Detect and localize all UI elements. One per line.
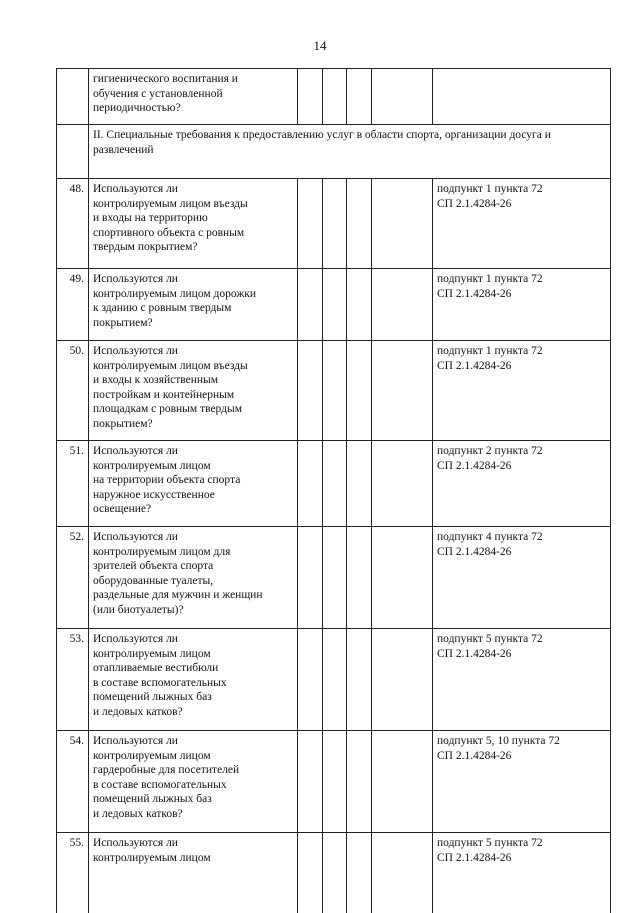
answer-cell (347, 269, 372, 341)
cell-text-line: Используются ли (93, 735, 178, 747)
question-cell (89, 269, 298, 341)
answer-cell (347, 731, 372, 833)
cell-text-line: подпункт 2 пункта 72 (437, 445, 543, 457)
table-row (57, 125, 611, 179)
cell-text-line: Используются ли (93, 273, 178, 285)
answer-cell (323, 441, 347, 527)
cell-text-line: покрытием? (93, 316, 153, 329)
cell-text-line: гигиенического воспитания и (93, 73, 238, 85)
answer-cell (372, 833, 433, 913)
cell-text-line: СП 2.1.4284-26 (437, 459, 512, 472)
cell-text-line: отапливаемые вестибюли (93, 662, 219, 675)
question-cell (89, 731, 298, 833)
cell-text-line: зрителей объекта спорта (93, 560, 214, 573)
cell-text-line: освещение? (93, 503, 152, 516)
reference-cell (433, 731, 611, 833)
cell-text-line: Используются ли (93, 183, 178, 195)
answer-cell (372, 441, 433, 527)
cell-text-line: обучения с установленной (93, 87, 223, 100)
cell-text-line: СП 2.1.4284-26 (437, 287, 512, 300)
reference-cell (433, 629, 611, 731)
cell-text-line: постройкам и контейнерным (93, 388, 235, 401)
cell-text-line: СП 2.1.4284-26 (437, 197, 512, 210)
cell-text-line: твердым покрытием? (93, 241, 198, 254)
table-row (57, 441, 611, 527)
reference-cell (433, 69, 611, 125)
answer-cell (372, 731, 433, 833)
reference-cell (433, 269, 611, 341)
answer-cell (372, 179, 433, 269)
answer-cell (298, 341, 323, 441)
cell-text-line: контролируемым лицом въезды (93, 197, 248, 210)
reference-cell (433, 341, 611, 441)
answer-cell (323, 179, 347, 269)
section-number-cell (57, 125, 89, 179)
cell-text-line: контролируемым лицом въезды (93, 359, 248, 372)
answer-cell (347, 629, 372, 731)
cell-text-line: СП 2.1.4284-26 (437, 647, 512, 660)
table-row (57, 527, 611, 629)
cell-text-line: периодичностью? (93, 102, 181, 115)
answer-cell (298, 527, 323, 629)
cell-text-line: покрытием? (93, 417, 153, 430)
reference-cell (433, 833, 611, 913)
cell-text-line: СП 2.1.4284-26 (437, 545, 512, 558)
cell-text-line: гардеробные для посетителей (93, 764, 240, 777)
answer-cell (372, 341, 433, 441)
row-number: 52. (57, 527, 89, 629)
cell-text-line: подпункт 1 пункта 72 (437, 183, 543, 195)
question-cell (89, 341, 298, 441)
cell-text-line: подпункт 4 пункта 72 (437, 531, 543, 543)
cell-text-line: контролируемым лицом (93, 459, 211, 472)
answer-cell (347, 69, 372, 125)
reference-cell (433, 527, 611, 629)
question-cell (89, 69, 298, 125)
cell-text-line: подпункт 1 пункта 72 (437, 273, 543, 285)
cell-text-line: (или биотуалеты)? (93, 603, 184, 616)
cell-text-line: на территории объекта спорта (93, 474, 241, 487)
reference-cell (433, 179, 611, 269)
section-title: II. Специальные требования к предоставлению услуг в области спорта, организации досуга и развлечений (89, 125, 611, 179)
cell-text-line: подпункт 5 пункта 72 (437, 633, 543, 645)
cell-text-line: Используются ли (93, 531, 178, 543)
table-row (57, 833, 611, 913)
row-number (57, 69, 89, 125)
answer-cell (323, 69, 347, 125)
answer-cell (298, 179, 323, 269)
answer-cell (298, 441, 323, 527)
question-cell (89, 179, 298, 269)
answer-cell (323, 527, 347, 629)
cell-text-line: контролируемым лицом (93, 749, 211, 762)
cell-text-line: площадкам с ровным твердым (93, 403, 243, 416)
question-cell (89, 629, 298, 731)
cell-text-line: контролируемым лицом (93, 647, 211, 660)
answer-cell (347, 833, 372, 913)
cell-text-line: подпункт 5 пункта 72 (437, 837, 543, 849)
answer-cell (347, 179, 372, 269)
cell-text-line: оборудованные туалеты, (93, 574, 214, 587)
cell-text-line: помещений лыжных баз (93, 691, 212, 704)
cell-text-line: Используются ли (93, 633, 178, 645)
question-cell (89, 527, 298, 629)
checklist-table (56, 68, 611, 913)
cell-text-line: СП 2.1.4284-26 (437, 749, 512, 762)
answer-cell (323, 269, 347, 341)
cell-text-line: и ледовых катков? (93, 705, 183, 718)
reference-cell (433, 441, 611, 527)
page-number: 14 (313, 38, 327, 53)
answer-cell (372, 629, 433, 731)
answer-cell (323, 629, 347, 731)
cell-text-line: в составе вспомогательных (93, 778, 227, 791)
answer-cell (372, 527, 433, 629)
table-row (57, 731, 611, 833)
cell-text-line: наружное искусственное (93, 488, 215, 501)
cell-text-line: СП 2.1.4284-26 (437, 851, 512, 864)
cell-text-line: спортивного объекта с ровным (93, 226, 245, 239)
cell-text-line: в составе вспомогательных (93, 676, 227, 689)
row-number: 54. (57, 731, 89, 833)
cell-text-line: Используются ли (93, 345, 178, 357)
answer-cell (298, 269, 323, 341)
cell-text-line: раздельные для мужчин и женщин (93, 589, 263, 602)
row-number: 48. (57, 179, 89, 269)
answer-cell (347, 341, 372, 441)
cell-text-line: Используются ли (93, 445, 178, 457)
table-row (57, 179, 611, 269)
table-body (57, 69, 611, 913)
cell-text-line: и входы на территорию (93, 212, 208, 225)
answer-cell (298, 69, 323, 125)
table-row (57, 341, 611, 441)
cell-text-line: контролируемым лицом (93, 851, 211, 864)
answer-cell (372, 269, 433, 341)
cell-text-line: контролируемым лицом для (93, 545, 231, 558)
row-number: 50. (57, 341, 89, 441)
cell-text-line: Используются ли (93, 837, 178, 849)
cell-text-line: контролируемым лицом дорожки (93, 287, 257, 300)
row-number: 55. (57, 833, 89, 913)
row-number: 51. (57, 441, 89, 527)
cell-text-line: и входы к хозяйственным (93, 374, 219, 387)
answer-cell (323, 731, 347, 833)
answer-cell (347, 527, 372, 629)
question-cell (89, 833, 298, 913)
cell-text-line: подпункт 5, 10 пункта 72 (437, 735, 560, 747)
cell-text-line: к зданию с ровным твердым (93, 302, 232, 315)
answer-cell (298, 833, 323, 913)
cell-text-line: помещений лыжных баз (93, 793, 212, 806)
row-number: 49. (57, 269, 89, 341)
table-row (57, 69, 611, 125)
cell-text-line: и ледовых катков? (93, 807, 183, 820)
cell-text-line: СП 2.1.4284-26 (437, 359, 512, 372)
answer-cell (323, 341, 347, 441)
table-row (57, 629, 611, 731)
answer-cell (298, 731, 323, 833)
row-number: 53. (57, 629, 89, 731)
answer-cell (347, 441, 372, 527)
question-cell (89, 441, 298, 527)
cell-text-line: подпункт 1 пункта 72 (437, 345, 543, 357)
answer-cell (298, 629, 323, 731)
answer-cell (323, 833, 347, 913)
table-row (57, 269, 611, 341)
answer-cell (372, 69, 433, 125)
